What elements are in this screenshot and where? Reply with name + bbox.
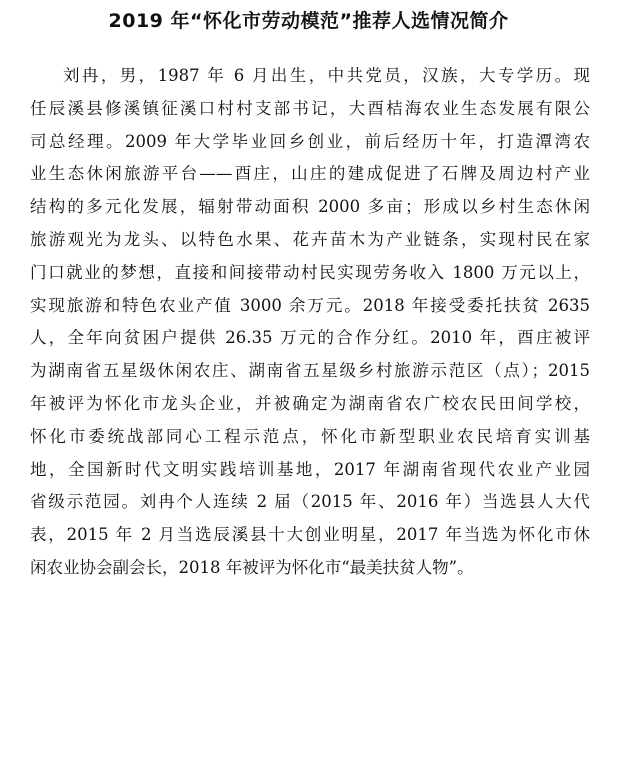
body-line-6: 旅游观光为龙头、以特色水果、花卉苗木为产业链条，实现村民在家	[30, 229, 590, 249]
body-line-15: 表，2015 年 2 月当选辰溪县十大创业明星，2017 年当选为怀化市休	[30, 525, 590, 545]
body-line-10: 为湖南省五星级休闲农庄、湖南省五星级乡村旅游示范区（点）；2015	[30, 361, 590, 381]
body-line-1: 刘冉，男，1987 年 6 月出生，中共党员，汉族，大专学历。现	[63, 66, 590, 85]
body-line-2: 任辰溪县修溪镇征溪口村村支部书记，大酉桔海农业生态发展有限公	[30, 98, 590, 118]
body-line-14: 省级示范园。刘冉个人连续 2 届（2015 年、2016 年）当选县人大代	[30, 492, 590, 512]
body-line-5: 结构的多元化发展，辐射带动面积 2000 多亩；形成以乡村生态休闲	[30, 197, 590, 217]
body-line-4: 业生态休闲旅游平台——酉庄，山庄的建成促进了石牌及周边村产业	[30, 164, 590, 184]
body-line-12: 怀化市委统战部同心工程示范点，怀化市新型职业农民培育实训基	[30, 426, 590, 446]
document-body	[30, 60, 590, 585]
body-line-8: 实现旅游和特色农业产值 3000 余万元。2018 年接受委托扶贫 2635	[30, 295, 590, 315]
body-line-11: 年被评为怀化市龙头企业，并被确定为湖南省农广校农民田间学校，	[30, 393, 590, 413]
body-line-16: 闲农业协会副会长，2018 年被评为怀化市“最美扶贫人物”。	[30, 557, 474, 577]
body-line-3: 司总经理。2009 年大学毕业回乡创业，前后经历十年，打造潭湾农	[30, 131, 590, 151]
body-line-7: 门口就业的梦想，直接和间接带动村民实现劳务收入 1800 万元以上，	[30, 262, 590, 282]
document-title: 2019 年“怀化市劳动模范”推荐人选情况简介	[108, 10, 509, 32]
body-line-13: 地，全国新时代文明实践培训基地，2017 年湖南省现代农业产业园	[30, 459, 590, 479]
body-line-9: 人，全年向贫困户提供 26.35 万元的合作分红。2010 年，酉庄被评	[30, 328, 590, 348]
